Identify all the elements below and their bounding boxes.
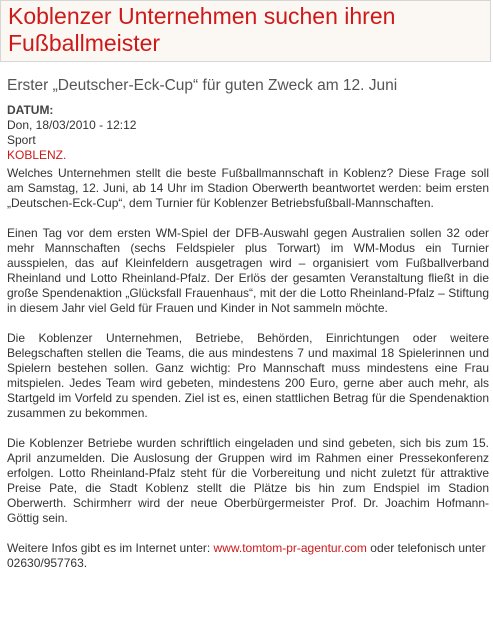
- website-link[interactable]: www.tomtom-pr-agentur.com: [213, 541, 367, 555]
- article-paragraph: Einen Tag vor dem ersten WM-Spiel der DFB-Auswahl gegen Australien sollen 32 oder mehr Mannschaften (sechs Feldspieler plus Torwart) im WM-Modus ein Turnier ausspielen, das auf Kleinfeldern ausgetragen wird – organisiert vom Fußballverband Rheinland und Lotto Rheinland-Pfalz. Der Erlös der gesamten Veranstaltung fließt in die große Spendenaktion „Glücksfall Frauenhaus“, mit der die Lotto Rheinland-Pfalz – Stiftung in diesem Jahr viel Geld für Frauen und Kinder in Not sammeln möchte.: [7, 226, 489, 315]
- article-subtitle: Erster „Deutscher-Eck-Cup“ für guten Zweck am 12. Juni: [7, 77, 398, 94]
- info-paragraph: [7, 541, 489, 571]
- article-paragraph: Die Koblenzer Betriebe wurden schriftlich eingeladen und sind gebeten, sich bis zum 15. April anzumelden. Die Auslosung der Gruppen wird im Rahmen einer Pressekonferenz erfolgen. Lotto Rheinland-Pfalz steht für die Vorbereitung und nicht zuletzt für attraktive Preise Pate, die Stadt Koblenz stellt die Plätze bis hin zum Endspiel im Stadion Oberwerth. Schirmherr wird der neue Oberbürgermeister Prof. Dr. Joachim Hofmann-Göttig sein.: [7, 436, 489, 525]
- article-lead: Welches Unternehmen stellt die beste Fußballmannschaft in Koblenz? Diese Frage soll am Samstag, 12. Juni, ab 14 Uhr im Stadion Oberwerth beantwortet werden: beim ersten „Deutschen-Eck-Cup“, dem Turnier für Koblenzer Betriebsfußball-Mannschaften.: [7, 166, 489, 210]
- location-link[interactable]: KOBLENZ.: [7, 148, 67, 162]
- article-paragraph: Die Koblenzer Unternehmen, Betriebe, Behörden, Einrichtungen oder weitere Belegschaften stellen die Teams, die aus mindestens 7 und maximal 18 Spielerinnen und Spielern bestehen sollen. Ganz wichtig: Pro Mannschaft muss mindestens eine Frau mitspielen. Jedes Team wird gebeten, mindestens 200 Euro, gerne aber auch mehr, als Startgeld im Vorfeld zu spenden. Ziel ist es, einen stattlichen Betrag für die Spendenaktion zusammen zu bekommen.: [7, 331, 489, 420]
- article-category: Sport: [7, 133, 36, 147]
- article-datetime: Don, 18/03/2010 - 12:12: [7, 118, 137, 132]
- title-box: [0, 0, 491, 62]
- info-suffix: oder telefonisch unter 02630/957763.: [7, 541, 486, 570]
- article-title: Koblenzer Unternehmen suchen ihren Fußballmeister: [8, 3, 396, 56]
- info-prefix: Weitere Infos gibt es im Internet unter:: [7, 541, 214, 555]
- datum-label: DATUM:: [7, 103, 54, 117]
- article-meta: [7, 103, 136, 163]
- article-body: [7, 166, 489, 586]
